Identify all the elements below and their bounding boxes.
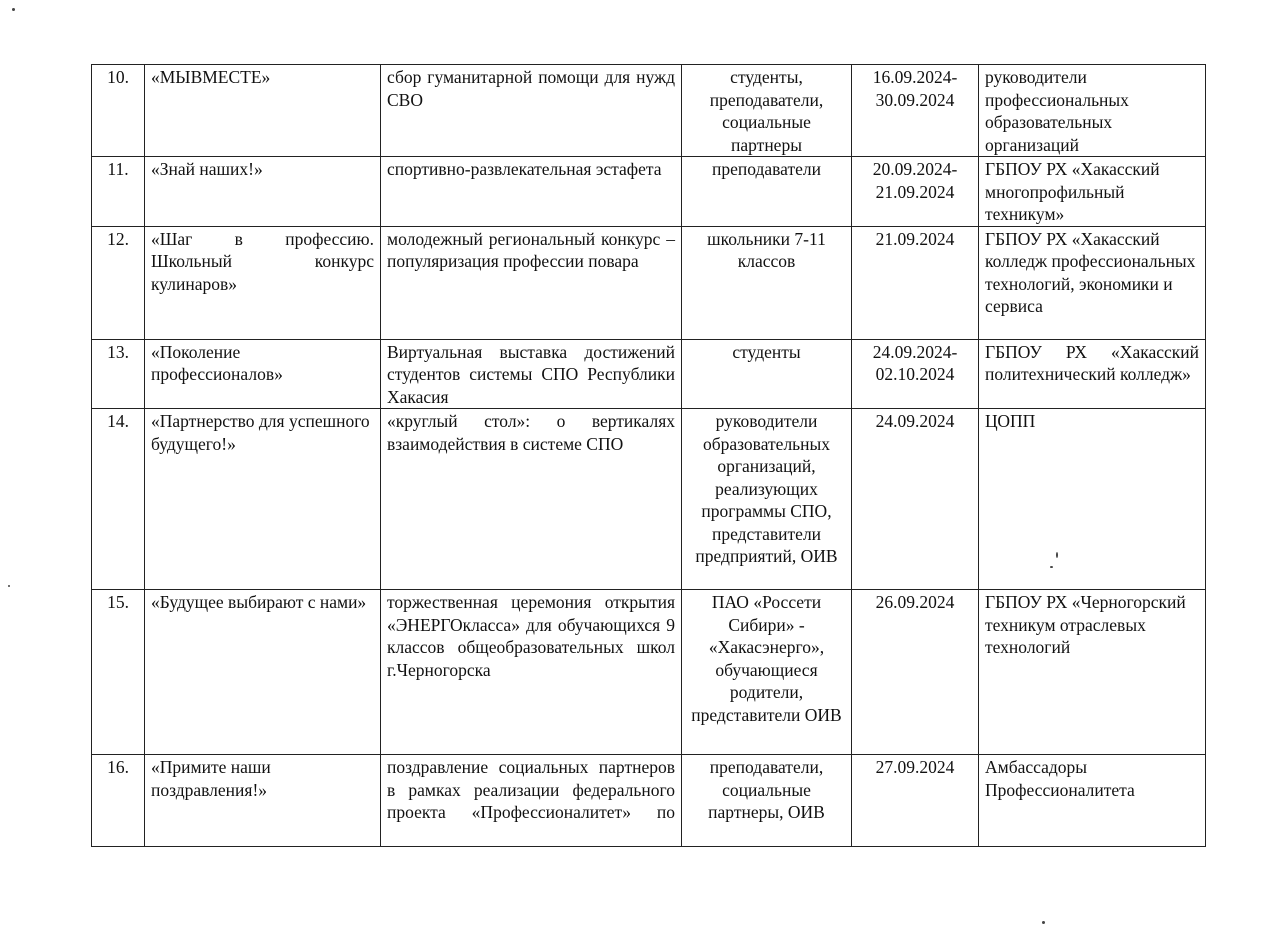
dates-cell: 16.09.2024- 30.09.2024: [852, 65, 979, 157]
event-description-cell: спортивно-развлекательная эстафета: [381, 157, 682, 227]
event-name-cell: «МЫВМЕСТЕ»: [145, 65, 381, 157]
participants-cell: школьники 7-11 классов: [682, 226, 852, 339]
dates-cell: 24.09.2024: [852, 409, 979, 590]
dates-cell: 21.09.2024: [852, 226, 979, 339]
table-row: [92, 339, 1206, 409]
table-row: [92, 409, 1206, 590]
responsible-cell: ГБПОУ РХ «Хакасский многопрофильный техникум»: [979, 157, 1206, 227]
row-number-cell: 13.: [92, 339, 145, 409]
event-description-cell: сбор гуманитарной помощи для нужд СВО: [381, 65, 682, 157]
event-name-cell: «Примите наши поздравления!»: [145, 755, 381, 847]
scan-speck: [12, 8, 15, 11]
responsible-cell: ЦОПП: [979, 409, 1206, 590]
scan-speck: [1042, 921, 1045, 924]
participants-cell: студенты, преподаватели, социальные партнеры: [682, 65, 852, 157]
event-description-cell: поздравление социальных партнеров в рамках реализации федерального проекта «Профессионалитет» по: [381, 755, 682, 847]
event-name-cell: «Шаг в профессию. Школьный конкурс кулинаров»: [145, 226, 381, 339]
event-name-cell: «Партнерство для успешного будущего!»: [145, 409, 381, 590]
participants-cell: преподаватели: [682, 157, 852, 227]
row-number-cell: 10.: [92, 65, 145, 157]
responsible-cell: ГБПОУ РХ «Черногорский техникум отраслевых технологий: [979, 590, 1206, 755]
row-number-cell: 12.: [92, 226, 145, 339]
scan-speck: [1050, 566, 1053, 568]
event-name-cell: «Поколение профессионалов»: [145, 339, 381, 409]
dates-cell: 26.09.2024: [852, 590, 979, 755]
dates-cell: 27.09.2024: [852, 755, 979, 847]
event-name-cell: «Будущее выбирают с нами»: [145, 590, 381, 755]
dates-cell: 20.09.2024- 21.09.2024: [852, 157, 979, 227]
row-number-cell: 16.: [92, 755, 145, 847]
responsible-cell: ГБПОУ РХ «Хакасский политехнический колледж»: [979, 339, 1206, 409]
scan-speck: [8, 585, 10, 587]
event-description-cell: торжественная церемония открытия «ЭНЕРГОкласса» для обучающихся 9 классов общеобразовательных школ г.Черногорска: [381, 590, 682, 755]
scan-speck: [1056, 552, 1058, 558]
responsible-cell: ГБПОУ РХ «Хакасский колледж профессиональных технологий, экономики и сервиса: [979, 226, 1206, 339]
participants-cell: студенты: [682, 339, 852, 409]
table-row: [92, 755, 1206, 847]
participants-cell: руководители образовательных организаций, реализующих программы СПО, представители предприятий, ОИВ: [682, 409, 852, 590]
table-row: [92, 65, 1206, 157]
table-row: [92, 226, 1206, 339]
event-description-cell: молодежный региональный конкурс – популяризация профессии повара: [381, 226, 682, 339]
participants-cell: преподаватели, социальные партнеры, ОИВ: [682, 755, 852, 847]
responsible-cell: руководители профессиональных образовательных организаций: [979, 65, 1206, 157]
row-number-cell: 15.: [92, 590, 145, 755]
participants-cell: ПАО «Россети Сибири» - «Хакасэнерго», обучающиеся родители, представители ОИВ: [682, 590, 852, 755]
event-description-cell: «круглый стол»: о вертикалях взаимодействия в системе СПО: [381, 409, 682, 590]
row-number-cell: 14.: [92, 409, 145, 590]
dates-cell: 24.09.2024- 02.10.2024: [852, 339, 979, 409]
row-number-cell: 11.: [92, 157, 145, 227]
table-row: [92, 590, 1206, 755]
table-row: [92, 157, 1206, 227]
event-name-cell: «Знай наших!»: [145, 157, 381, 227]
event-description-cell: Виртуальная выставка достижений студентов системы СПО Республики Хакасия: [381, 339, 682, 409]
responsible-cell: Амбассадоры Профессионалитета: [979, 755, 1206, 847]
events-table: [91, 64, 1206, 847]
